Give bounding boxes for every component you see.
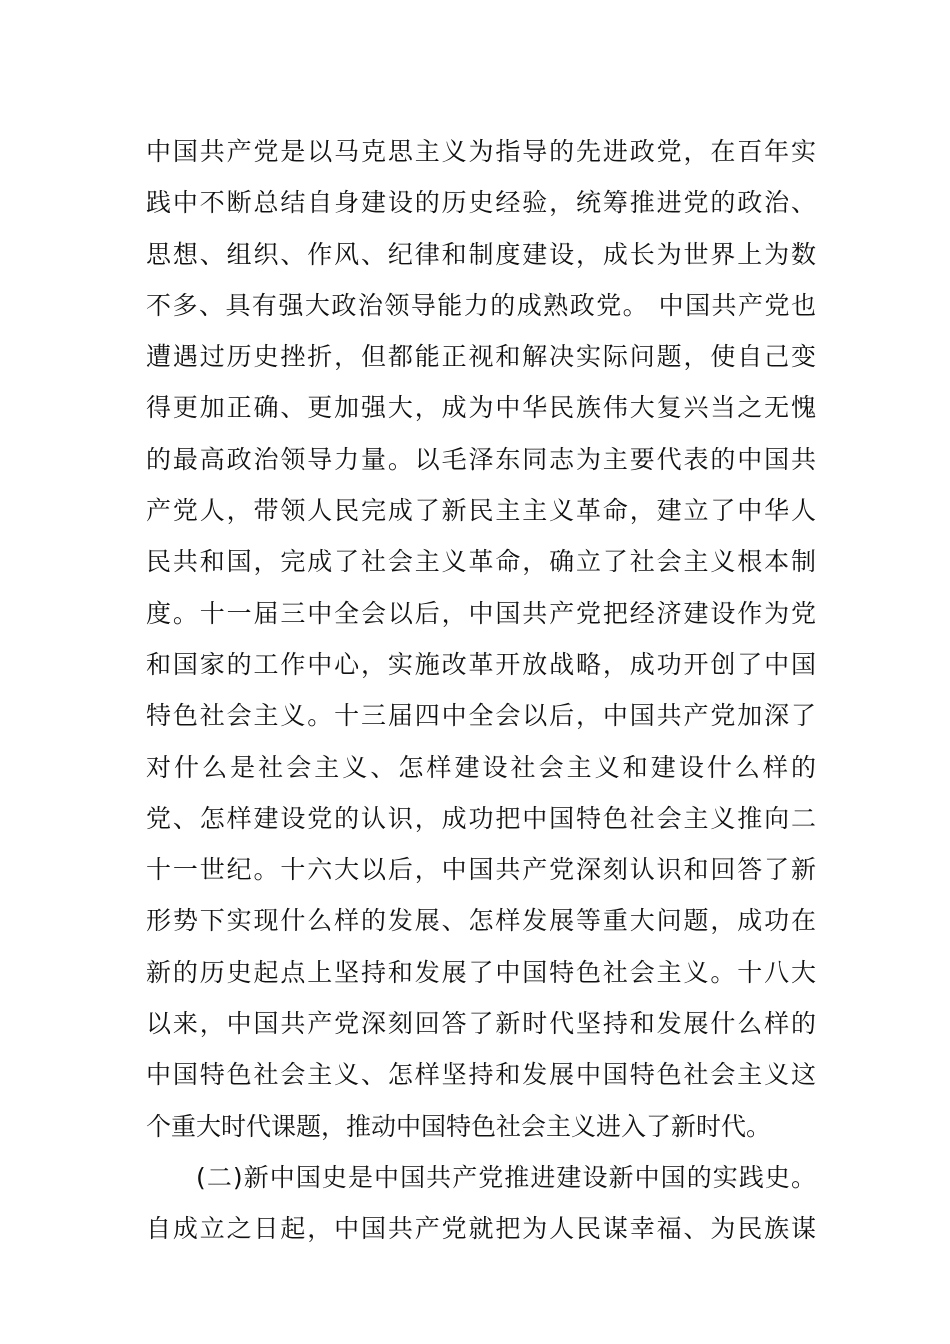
section-heading-line: (二)新中国史是中国共产党推进建设新中国的实践史。 bbox=[196, 1162, 816, 1192]
text-line: 十一世纪。十六大以后，中国共产党深刻认识和回答了新 bbox=[146, 855, 816, 885]
text-line: 中国特色社会主义、怎样坚持和发展中国特色社会主义这 bbox=[146, 1060, 816, 1090]
text-line: 中国共产党是以马克思主义为指导的先进政党，在百年实 bbox=[146, 137, 816, 166]
text-line: 以来，中国共产党深刻回答了新时代坚持和发展什么样的 bbox=[146, 1009, 816, 1039]
body-text bbox=[146, 126, 816, 1255]
text-line: 度。十一届三中全会以后，中国共产党把经济建设作为党 bbox=[146, 598, 816, 628]
text-line: 民共和国，完成了社会主义革命，确立了社会主义根本制 bbox=[146, 547, 816, 577]
text-line: 的最高政治领导力量。以毛泽东同志为主要代表的中国共 bbox=[146, 444, 816, 474]
text-line: 得更加正确、更加强大，成为中华民族伟大复兴当之无愧 bbox=[146, 393, 816, 423]
text-line: 新的历史起点上坚持和发展了中国特色社会主义。十八大 bbox=[146, 957, 816, 987]
text-line: 产党人，带领人民完成了新民主主义革命，建立了中华人 bbox=[146, 496, 816, 526]
text-line: 形势下实现什么样的发展、怎样发展等重大问题，成功在 bbox=[146, 906, 816, 936]
text-line: 党、怎样建设党的认识，成功把中国特色社会主义推向二 bbox=[146, 803, 816, 833]
text-line: 思想、组织、作风、纪律和制度建设，成长为世界上为数 bbox=[146, 239, 816, 269]
text-line: 遭遇过历史挫折，但都能正视和解决实际问题，使自己变 bbox=[146, 342, 816, 372]
text-line: 对什么是社会主义、怎样建设社会主义和建设什么样的 bbox=[146, 752, 816, 782]
text-line: 践中不断总结自身建设的历史经验，统筹推进党的政治、 bbox=[146, 188, 816, 218]
text-line: 和国家的工作中心，实施改革开放战略，成功开创了中国 bbox=[146, 649, 816, 679]
text-line: 个重大时代课题，推动中国特色社会主义进入了新时代。 bbox=[146, 1111, 772, 1141]
text-line: 特色社会主义。十三届四中全会以后，中国共产党加深了 bbox=[146, 701, 816, 731]
text-line: 不多、具有强大政治领导能力的成熟政党。 中国共产党也 bbox=[146, 290, 816, 320]
text-line: 自成立之日起，中国共产党就把为人民谋幸福、为民族谋 bbox=[146, 1214, 816, 1244]
